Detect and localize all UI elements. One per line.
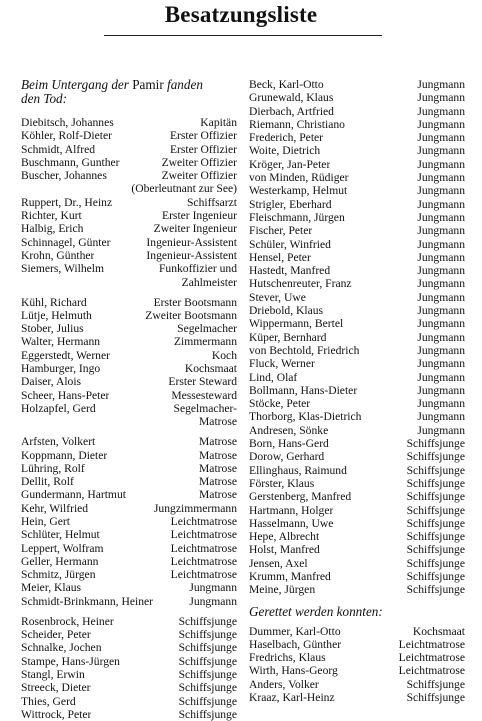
crew-row — [249, 331, 465, 344]
crew-row — [249, 317, 465, 330]
crew-name: Lütje, Helmuth — [21, 308, 92, 322]
crew-rank: Jungmann — [417, 343, 465, 357]
crew-name: Fischer, Peter — [249, 224, 313, 238]
crew-rank: Jungmann — [417, 277, 465, 291]
crew-rank: Kochsmaat — [412, 624, 465, 638]
crew-rank: Jungmann — [417, 184, 465, 198]
crew-name: Meier, Klaus — [21, 581, 82, 595]
crew-rank: Erster Offizier — [169, 129, 237, 143]
crew-row — [249, 224, 465, 237]
crew-name: Leppert, Wolfram — [21, 541, 104, 555]
crew-row — [21, 389, 237, 402]
crew-row — [21, 595, 237, 608]
crew-name: Scheider, Peter — [21, 628, 91, 642]
deceased-heading-line2: den Tod: — [21, 91, 68, 106]
crew-name: Koppmann, Dieter — [21, 448, 108, 462]
crew-row — [249, 691, 465, 704]
crew-name: Anders, Volker — [249, 677, 319, 691]
crew-name: Driebold, Klaus — [249, 304, 324, 318]
deceased-list — [21, 116, 237, 721]
crew-row — [21, 169, 237, 182]
crew-row — [249, 410, 465, 423]
crew-row — [21, 322, 237, 335]
crew-rank: Schiffsjunge — [406, 516, 465, 530]
crew-name: Halbig, Erich — [21, 222, 84, 236]
crew-name: Fluck, Werner — [249, 357, 315, 371]
crew-rank: Jungmann — [417, 383, 465, 397]
crew-name: Fleischmann, Jürgen — [249, 210, 345, 224]
crew-rank: Schiffsjunge — [178, 614, 237, 628]
crew-name: Schüler, Winfried — [249, 237, 331, 251]
crew-rank: Jungmann — [417, 237, 465, 251]
crew-name: Kehr, Wilfried — [21, 501, 89, 515]
crew-rank: Jungmann — [417, 423, 465, 437]
crew-rank: Jungmann — [417, 144, 465, 158]
crew-name: Westerkamp, Helmut — [249, 184, 348, 198]
crew-rank: Zweiter Offizier — [161, 169, 237, 183]
crew-row — [249, 171, 465, 184]
crew-name: Stober, Julius — [21, 322, 84, 336]
crew-rank: Leichtmatrose — [398, 664, 465, 678]
crew-name: Hensel, Peter — [249, 250, 311, 264]
crew-row — [249, 291, 465, 304]
crew-row — [249, 131, 465, 144]
crew-rank: Segelmacher- — [173, 401, 237, 415]
crew-row — [249, 91, 465, 104]
crew-rank: Jungmann — [417, 197, 465, 211]
crew-rank: Schiffsjunge — [406, 490, 465, 504]
crew-row — [249, 477, 465, 490]
crew-row — [249, 304, 465, 317]
crew-rank: Leichtmatrose — [398, 637, 465, 651]
crew-rank: Jungmann — [417, 317, 465, 331]
crew-rank: Jungmann — [417, 157, 465, 171]
crew-row — [21, 349, 237, 362]
crew-row — [249, 238, 465, 251]
right-column — [249, 78, 465, 704]
crew-name: Andresen, Sönke — [249, 423, 329, 437]
crew-row — [21, 236, 237, 249]
crew-name: Geller, Hermann — [21, 554, 99, 568]
crew-rank: Schiffsjunge — [178, 681, 237, 695]
crew-name: Stangl, Erwin — [21, 667, 85, 681]
crew-row — [249, 517, 465, 530]
crew-row — [21, 555, 237, 568]
crew-name: Haselbach, Günther — [249, 637, 342, 651]
crew-row — [21, 568, 237, 581]
crew-rank: Matrose — [199, 461, 237, 475]
crew-name: Schlüter, Helmut — [21, 528, 100, 542]
crew-rank: Segelmacher — [177, 322, 237, 336]
crew-rank: Schiffsarzt — [186, 195, 237, 209]
crew-name: Meine, Jürgen — [249, 583, 316, 597]
crew-row — [21, 196, 237, 209]
page-title: Besatzungsliste — [164, 2, 318, 27]
crew-rank: Matrose — [199, 435, 237, 449]
crew-rank: Schiffsjunge — [406, 437, 465, 451]
crew-rank: Jungmann — [417, 117, 465, 131]
crew-row — [249, 344, 465, 357]
crew-rank: Zimmermann — [173, 335, 237, 349]
crew-row — [21, 542, 237, 555]
crew-rank: Erster Steward — [168, 375, 237, 389]
crew-name: Küper, Bernhard — [249, 330, 327, 344]
crew-name: Hutschenreuter, Franz — [249, 277, 352, 291]
crew-name: Scheer, Hans-Peter — [21, 388, 110, 402]
crew-row — [249, 638, 465, 651]
crew-rank: Jungmann — [417, 410, 465, 424]
crew-row — [249, 570, 465, 583]
crew-name: Riemann, Christiano — [249, 117, 345, 131]
crew-name: Lühring, Rolf — [21, 461, 85, 475]
crew-row — [21, 528, 237, 541]
rank-continuation: (Oberleutnant zur See) — [131, 182, 237, 196]
crew-rank: Messesteward — [171, 388, 237, 402]
crew-row — [21, 249, 237, 262]
crew-row — [249, 583, 465, 596]
crew-rank: Jungmann — [417, 330, 465, 344]
crew-rank: Erster Offizier — [169, 142, 237, 156]
crew-row — [21, 375, 237, 388]
crew-name: Buscher, Johannes — [21, 169, 107, 183]
crew-row — [249, 504, 465, 517]
crew-row — [21, 681, 237, 694]
deceased-heading-part-a: Beim Untergang der — [21, 77, 133, 92]
crew-name: Hastedt, Manfred — [249, 264, 331, 278]
crew-name: Diebitsch, Johannes — [21, 116, 114, 129]
crew-row — [249, 357, 465, 370]
crew-rank: Ingenieur-Assistent — [146, 248, 237, 262]
crew-name: Dellit, Rolf — [21, 475, 74, 489]
crew-name: Schinnagel, Günter — [21, 235, 111, 249]
crew-row — [21, 402, 237, 415]
crew-name: Hamburger, Ingo — [21, 362, 101, 376]
crew-name: Holzapfel, Gerd — [21, 401, 96, 415]
crew-row — [21, 296, 237, 309]
crew-row — [249, 557, 465, 570]
crew-name: Schnalke, Jochen — [21, 641, 102, 655]
crew-row — [21, 488, 237, 501]
crew-name: Woite, Dietrich — [249, 144, 321, 158]
crew-name: Grunewald, Klaus — [249, 91, 334, 105]
crew-row — [249, 678, 465, 691]
crew-rank: Schiffsjunge — [178, 641, 237, 655]
crew-name: Born, Hans-Gerd — [249, 437, 329, 451]
crew-rank: Jungmann — [189, 581, 237, 595]
crew-name: Bollmann, Hans-Dieter — [249, 383, 358, 397]
crew-name: Richter, Kurt — [21, 209, 82, 223]
crew-rank: Schiffsjunge — [406, 583, 465, 597]
crew-row — [249, 118, 465, 131]
crew-rank: Leichtmatrose — [170, 514, 237, 528]
crew-row — [249, 464, 465, 477]
crew-row — [249, 664, 465, 677]
crew-row — [249, 543, 465, 556]
crew-row — [249, 144, 465, 157]
crew-rank: Matrose — [199, 488, 237, 502]
crew-rank: Jungmann — [417, 104, 465, 118]
crew-name: Arfsten, Volkert — [21, 435, 96, 449]
crew-rank: Jungmann — [417, 250, 465, 264]
crew-rank: Leichtmatrose — [398, 651, 465, 665]
crew-row — [249, 371, 465, 384]
group-gap — [21, 608, 237, 615]
crew-name: von Bechtold, Friedrich — [249, 343, 360, 357]
crew-row — [21, 309, 237, 322]
crew-name: Krumm, Manfred — [249, 569, 331, 583]
crew-row — [21, 116, 237, 129]
crew-rank: Matrose — [199, 475, 237, 489]
crew-row — [249, 105, 465, 118]
crew-rank: Schiffsjunge — [406, 530, 465, 544]
crew-name: Dummer, Karl-Otto — [249, 624, 341, 638]
crew-name: Holst, Manfred — [249, 543, 320, 557]
crew-name: Ruppert, Dr., Heinz — [21, 195, 113, 209]
crew-rank: Jungmann — [417, 210, 465, 224]
crew-rank: Erster Ingenieur — [161, 209, 237, 223]
crew-name: Stampe, Hans-Jürgen — [21, 654, 120, 668]
crew-name: Streeck, Dieter — [21, 681, 91, 695]
crew-rank: Kapitän — [200, 116, 237, 129]
crew-name: Dorow, Gerhard — [249, 450, 325, 464]
crew-name: Schmidt, Alfred — [21, 142, 96, 156]
crew-name: Schmitz, Jürgen — [21, 568, 96, 582]
crew-name: Kühl, Richard — [21, 295, 87, 309]
crew-name: Kröger, Jan-Peter — [249, 157, 331, 171]
crew-rank: Jungmann — [189, 594, 237, 608]
rescued-heading: Gerettet werden konnten: — [249, 603, 383, 619]
crew-rank: Zweiter Bootsmann — [145, 308, 237, 322]
crew-rank: Schiffsjunge — [178, 654, 237, 668]
deceased-heading-part-c: fanden — [163, 77, 203, 92]
crew-rank: Jungmann — [417, 304, 465, 318]
crew-rank: Schiffsjunge — [406, 463, 465, 477]
crew-name: Hartmann, Holger — [249, 503, 334, 517]
crew-name: von Minden, Rüdiger — [249, 171, 349, 185]
crew-rank: Jungmann — [417, 357, 465, 371]
crew-row — [21, 655, 237, 668]
crew-name: Kraaz, Karl-Heinz — [249, 691, 335, 705]
crew-rank: Schiffsjunge — [406, 556, 465, 570]
deceased-heading — [21, 78, 237, 106]
crew-name: Gundermann, Hartmut — [21, 488, 126, 502]
crew-row — [249, 251, 465, 264]
crew-row — [249, 424, 465, 437]
crew-rank: Schiffsjunge — [178, 628, 237, 642]
rank-continuation: Zahlmeister — [181, 275, 237, 289]
rank-continuation: Matrose — [199, 415, 237, 429]
crew-name: Strigler, Eberhard — [249, 197, 332, 211]
crew-row — [21, 129, 237, 142]
crew-row — [249, 184, 465, 197]
crew-row — [21, 156, 237, 169]
crew-row — [21, 615, 237, 628]
crew-name: Beck, Karl-Otto — [249, 78, 324, 91]
crew-rank: Funkoffizier und — [158, 262, 237, 276]
crew-rank: Jungmann — [417, 370, 465, 384]
crew-name: Daiser, Alois — [21, 375, 82, 389]
crew-rank: Schiffsjunge — [406, 677, 465, 691]
crew-row — [249, 277, 465, 290]
crew-rank: Leichtmatrose — [170, 528, 237, 542]
crew-row — [21, 449, 237, 462]
crew-row — [21, 475, 237, 488]
crew-rank: Jungmann — [417, 264, 465, 278]
crew-row — [21, 628, 237, 641]
crew-rank: Schiffsjunge — [178, 667, 237, 681]
crew-name: Förster, Klaus — [249, 476, 315, 490]
group-gap — [21, 429, 237, 436]
crew-row — [249, 437, 465, 450]
crew-name: Rosenbrock, Heiner — [21, 614, 114, 628]
crew-row — [249, 397, 465, 410]
crew-row — [21, 462, 237, 475]
crew-rank: Jungzimmermann — [153, 501, 237, 515]
crew-row — [249, 264, 465, 277]
crew-name: Stöcke, Peter — [249, 397, 311, 411]
crew-name: Wirth, Hans-Georg — [249, 664, 338, 678]
crew-rank: Kochsmaat — [184, 362, 237, 376]
crew-rank: Schiffsjunge — [406, 569, 465, 583]
crew-row — [21, 335, 237, 348]
crew-rank: Schiffsjunge — [178, 694, 237, 708]
crew-row — [249, 78, 465, 91]
crew-row — [21, 695, 237, 708]
crew-rank: Leichtmatrose — [170, 541, 237, 555]
deceased-list-continued — [249, 78, 465, 597]
crew-rank: Ingenieur-Assistent — [146, 235, 237, 249]
crew-rank: Jungmann — [417, 397, 465, 411]
crew-rank: Matrose — [199, 448, 237, 462]
crew-name: Lind, Olaf — [249, 370, 298, 384]
crew-row — [249, 384, 465, 397]
spacer — [21, 106, 237, 116]
crew-name: Köhler, Rolf-Dieter — [21, 129, 112, 143]
crew-row — [249, 625, 465, 638]
crew-rank: Schiffsjunge — [406, 691, 465, 705]
crew-row — [21, 362, 237, 375]
crew-rank: Schiffsjunge — [406, 476, 465, 490]
crew-rank: Jungmann — [417, 91, 465, 105]
crew-row — [249, 530, 465, 543]
crew-name: Walter, Hermann — [21, 335, 101, 349]
crew-rank: Jungmann — [417, 78, 465, 91]
crew-row — [21, 209, 237, 222]
crew-row — [21, 143, 237, 156]
crew-row — [21, 515, 237, 528]
crew-name: Thorborg, Klas-Dietrich — [249, 410, 362, 424]
crew-row — [21, 668, 237, 681]
crew-row — [21, 502, 237, 515]
crew-rank: Zweiter Ingenieur — [153, 222, 237, 236]
crew-name: Wittrock, Peter — [21, 707, 92, 721]
crew-name: Schmidt-Brinkmann, Heiner — [21, 594, 154, 608]
crew-name: Frederich, Peter — [249, 131, 324, 145]
crew-row — [21, 262, 237, 275]
crew-name: Eggerstedt, Werner — [21, 348, 110, 362]
crew-row — [21, 222, 237, 235]
crew-row — [249, 490, 465, 503]
crew-rank: Zweiter Offizier — [161, 155, 237, 169]
crew-rank: Schiffsjunge — [406, 450, 465, 464]
crew-rank: Jungmann — [417, 131, 465, 145]
crew-name: Hasselmann, Uwe — [249, 516, 334, 530]
crew-name: Hepe, Albrecht — [249, 530, 320, 544]
crew-rank: Jungmann — [417, 171, 465, 185]
crew-rank: Leichtmatrose — [170, 568, 237, 582]
rescued-list — [249, 625, 465, 705]
left-column — [21, 78, 237, 721]
crew-rank: Erster Bootsmann — [153, 295, 237, 309]
crew-rank: Leichtmatrose — [170, 554, 237, 568]
crew-row — [249, 651, 465, 664]
crew-row — [249, 158, 465, 171]
crew-rank: Koch — [211, 348, 237, 362]
crew-name: Wippermann, Bertel — [249, 317, 344, 331]
crew-name: Krohn, Günther — [21, 248, 95, 262]
crew-name: Thies, Gerd — [21, 694, 76, 708]
crew-rank: Schiffsjunge — [406, 503, 465, 517]
crew-row — [249, 211, 465, 224]
crew-name: Fredrichs, Klaus — [249, 651, 326, 665]
crew-name: Jensen, Axel — [249, 556, 308, 570]
crew-rank: Jungmann — [417, 224, 465, 238]
title-rule — [104, 35, 382, 36]
crew-row — [249, 198, 465, 211]
crew-name: Siemers, Wilhelm — [21, 262, 105, 276]
crew-row — [21, 641, 237, 654]
crew-rank: Schiffsjunge — [406, 543, 465, 557]
crew-rank: Jungmann — [417, 290, 465, 304]
crew-name: Ellinghaus, Raimund — [249, 463, 347, 477]
ship-name: Pamir — [132, 77, 164, 92]
crew-rank: Schiffsjunge — [178, 707, 237, 721]
crew-name: Hein, Gert — [21, 514, 70, 528]
crew-name: Dierbach, Artfried — [249, 104, 334, 118]
crew-row — [21, 435, 237, 448]
crew-name: Buschmann, Gunther — [21, 155, 120, 169]
crew-row — [249, 450, 465, 463]
crew-row — [21, 581, 237, 594]
crew-name: Stever, Uwe — [249, 290, 306, 304]
crew-name: Gerstenberg, Manfred — [249, 490, 352, 504]
group-gap — [21, 289, 237, 296]
